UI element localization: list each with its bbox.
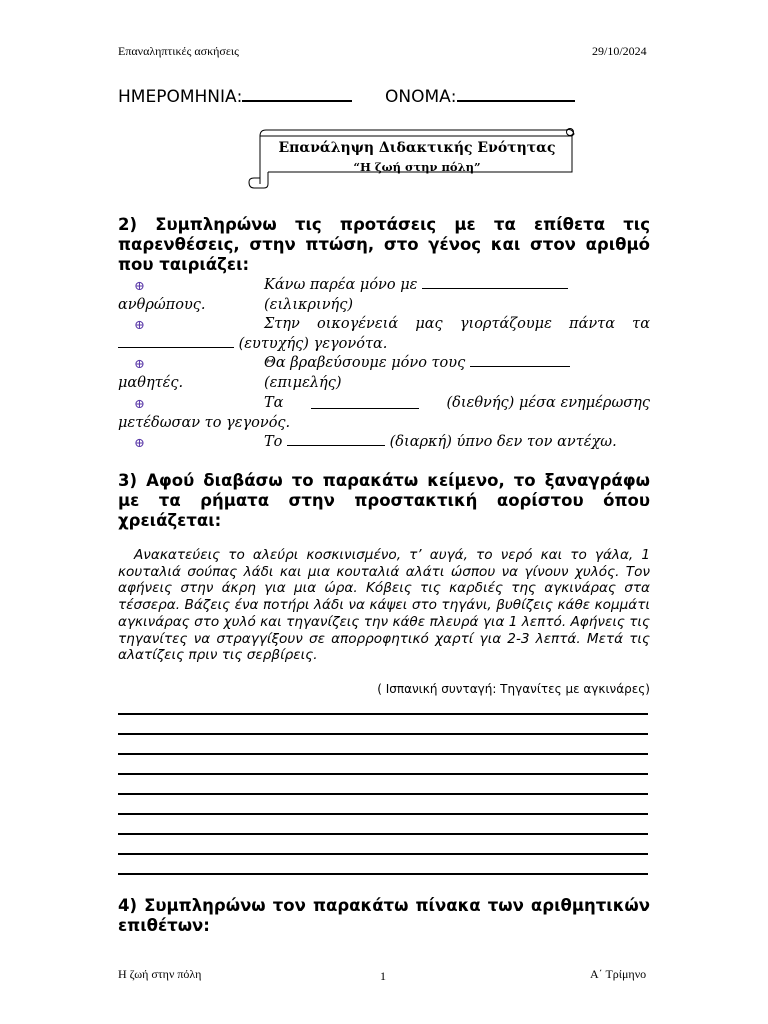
task3-title: 3) Αφού διαβάσω το παρακάτω κείμενο, το ξαναγράφω με τα ρήματα στην προστακτική αορίστου όπου χρειάζεται:: [118, 471, 650, 530]
crosshair-bullet-icon: ⊕: [134, 436, 145, 451]
item3-blank[interactable]: [470, 366, 570, 367]
name-label: ΟΝΟΜΑ:: [385, 87, 457, 107]
banner-subtitle: “Η ζωή στην πόλη”: [353, 160, 481, 174]
item3-line2: μαθητές.: [118, 374, 184, 391]
header-date: 29/10/2024: [592, 44, 647, 58]
crosshair-bullet-icon: ⊕: [134, 397, 145, 412]
item2-blank[interactable]: [118, 347, 234, 348]
item4-line2: μετέδωσαν το γεγονός.: [118, 414, 291, 431]
task4-title: 4) Συμπληρώνω τον παρακάτω πίνακα των αριθμητικών επιθέτων:: [118, 896, 650, 935]
task2-title: 2) Συμπληρώνω τις προτάσεις με τα επίθετα τις παρενθέσεις, στην πτώση, στο γένος και στον αριθμό που ταιριάζει:: [118, 215, 650, 274]
task3-paragraph: Ανακατεύεις το αλεύρι κοσκινισμένο, τ’ αυγά, το νερό και το γάλα, 1 κουταλιά σούπας λάδι και μια κουταλιά αλάτι ώσπου να γίνουν χυλός. Τον αφήνεις στην άκρη για μια ώρα. Κόβεις τις καρδιές της αγκινάρας στα τέσσερα. Βάζεις ένα ποτήρι λάδι να κάψει στο τηγάνι, βυθίζεις κάθε κομμάτι αγκινάρας στο χυλό και τηγανίζεις την κάθε πλευρά για 1 λεπτό. Αφήνεις τις τηγανίτες να στραγγίξουν σε απορροφητικό χαρτί για 2-3 λεπτά. Μετά τις αλατίζεις πριν τις σερβίρεις.: [118, 547, 650, 664]
task2-item-2: [118, 315, 650, 355]
item2-paren: (ευτυχής) γεγονότα.: [238, 335, 388, 352]
answer-line[interactable]: [118, 833, 648, 835]
item5-blank[interactable]: [287, 445, 385, 446]
item3-text: Θα βραβεύσουμε μόνο τους: [264, 355, 466, 371]
scroll-banner-shape: [246, 126, 578, 192]
crosshair-bullet-icon: ⊕: [134, 318, 145, 333]
item1-blank[interactable]: [422, 288, 568, 289]
task2-item-1: [118, 276, 650, 316]
footer-left: Η ζωή στην πόλη: [118, 967, 202, 981]
task2-item-4: [118, 394, 650, 434]
item5-paren: (διαρκή) ύπνο δεν τον αντέχω.: [389, 434, 617, 450]
date-field[interactable]: [118, 87, 352, 107]
item5-pre: Το: [264, 434, 283, 450]
item1-line2: ανθρώπους.: [118, 296, 206, 313]
item1-paren: (ειλικρινής): [264, 296, 353, 313]
header-left: Επαναληπτικές ασκήσεις: [118, 44, 239, 58]
answer-line[interactable]: [118, 753, 648, 755]
answer-line[interactable]: [118, 853, 648, 855]
item3-paren: (επιμελής): [264, 374, 342, 391]
answer-line[interactable]: [118, 773, 648, 775]
crosshair-bullet-icon: ⊕: [134, 279, 145, 294]
item4-pre: Τα: [264, 395, 284, 411]
task2-item-3: [118, 354, 650, 394]
recipe-source: ( Ισπανική συνταγή: Τηγανίτες με αγκινάρες): [377, 682, 650, 696]
name-field[interactable]: [385, 87, 575, 107]
footer-right: Α΄ Τρίμηνο: [590, 967, 647, 981]
answer-line[interactable]: [118, 873, 648, 875]
item4-paren: (διεθνής) μέσα ενημέρωσης: [446, 395, 650, 411]
item1-text: Κάνω παρέα μόνο με: [264, 277, 418, 293]
answer-line[interactable]: [118, 793, 648, 795]
answer-line[interactable]: [118, 733, 648, 735]
page-number: 1: [380, 969, 386, 983]
item4-blank[interactable]: [311, 394, 419, 409]
name-blank[interactable]: [457, 100, 575, 102]
date-label: ΗΜΕΡΟΜΗΝΙΑ:: [118, 87, 243, 107]
task2-item-5: [118, 433, 650, 455]
answer-line[interactable]: [118, 713, 648, 715]
answer-line[interactable]: [118, 813, 648, 815]
date-blank[interactable]: [242, 100, 352, 102]
item2-text: Στην οικογένειά μας γιορτάζουμε πάντα τα: [264, 316, 650, 332]
banner-title: Επανάληψη Διδακτικής Ενότητας: [278, 140, 556, 156]
crosshair-bullet-icon: ⊕: [134, 357, 145, 372]
